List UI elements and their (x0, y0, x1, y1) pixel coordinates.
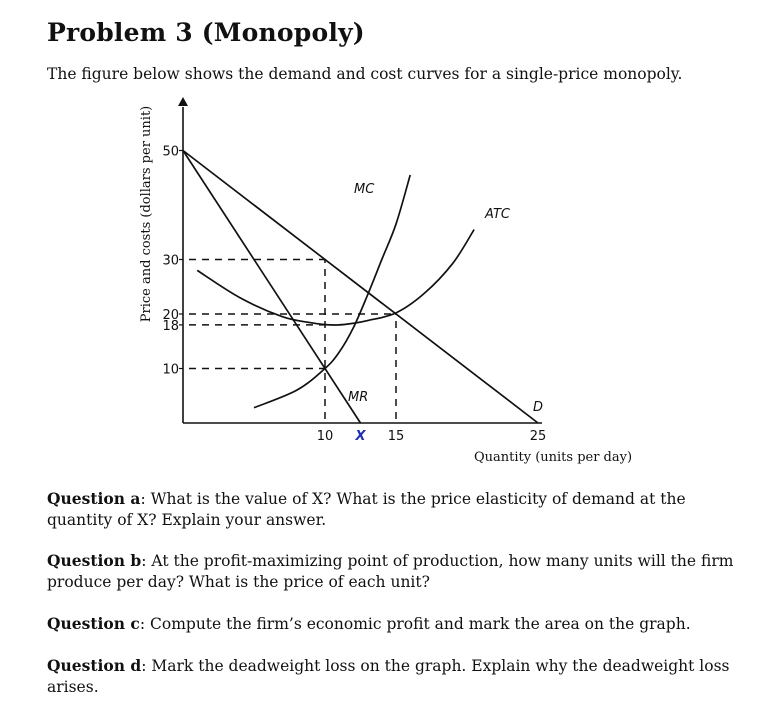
question-b (47, 550, 737, 593)
mc-label: MC (354, 182, 375, 197)
d-label: D (533, 400, 544, 415)
y-tick-label: 20 (162, 308, 179, 323)
x-tick-label: 25 (529, 429, 547, 444)
y-axis-arrow (178, 97, 188, 106)
y-tick-label: 30 (162, 253, 179, 269)
y-axis-label: Price and costs (dollars per unit) (139, 105, 154, 323)
y-tick-label: 10 (162, 362, 179, 378)
question-a-text: : What is the value of X? What is the price elasticity of demand at the quantity of X? Explain your answer. (47, 490, 686, 529)
x-tick-label: 10 (316, 429, 334, 444)
x-tick-label: X (355, 429, 366, 444)
chart-labels (139, 106, 632, 465)
monopoly-chart (130, 92, 650, 477)
curve-atc (197, 230, 474, 325)
y-tick-label: 18 (162, 318, 179, 334)
question-d-label: Question d (47, 656, 142, 675)
question-b-label: Question b (47, 551, 142, 570)
question-a-label: Question a (47, 489, 141, 508)
page-title: Problem 3 (Monopoly) (47, 18, 365, 47)
y-tick-label: 50 (162, 144, 179, 160)
question-c-text: : Compute the firm’s economic profit and mark the area on the graph. (139, 615, 691, 633)
question-a (47, 488, 737, 531)
question-b-text: : At the profit-maximizing point of production, how many units will the firm produce per day? What is the price of each unit? (47, 552, 734, 591)
curve-mr (183, 151, 361, 424)
x-tick-label: 15 (387, 429, 405, 444)
atc-label: ATC (485, 207, 510, 222)
question-c-label: Question c (47, 614, 140, 633)
question-c (47, 613, 737, 635)
question-d (47, 655, 737, 698)
question-d-text: : Mark the deadweight loss on the graph. Explain why the deadweight loss arises. (47, 657, 730, 696)
curve-mc (254, 175, 410, 408)
x-axis-label: Quantity (units per day) (473, 450, 633, 465)
mr-label: MR (348, 390, 369, 405)
intro-text: The figure below shows the demand and cost curves for a single-price monopoly. (47, 65, 683, 83)
